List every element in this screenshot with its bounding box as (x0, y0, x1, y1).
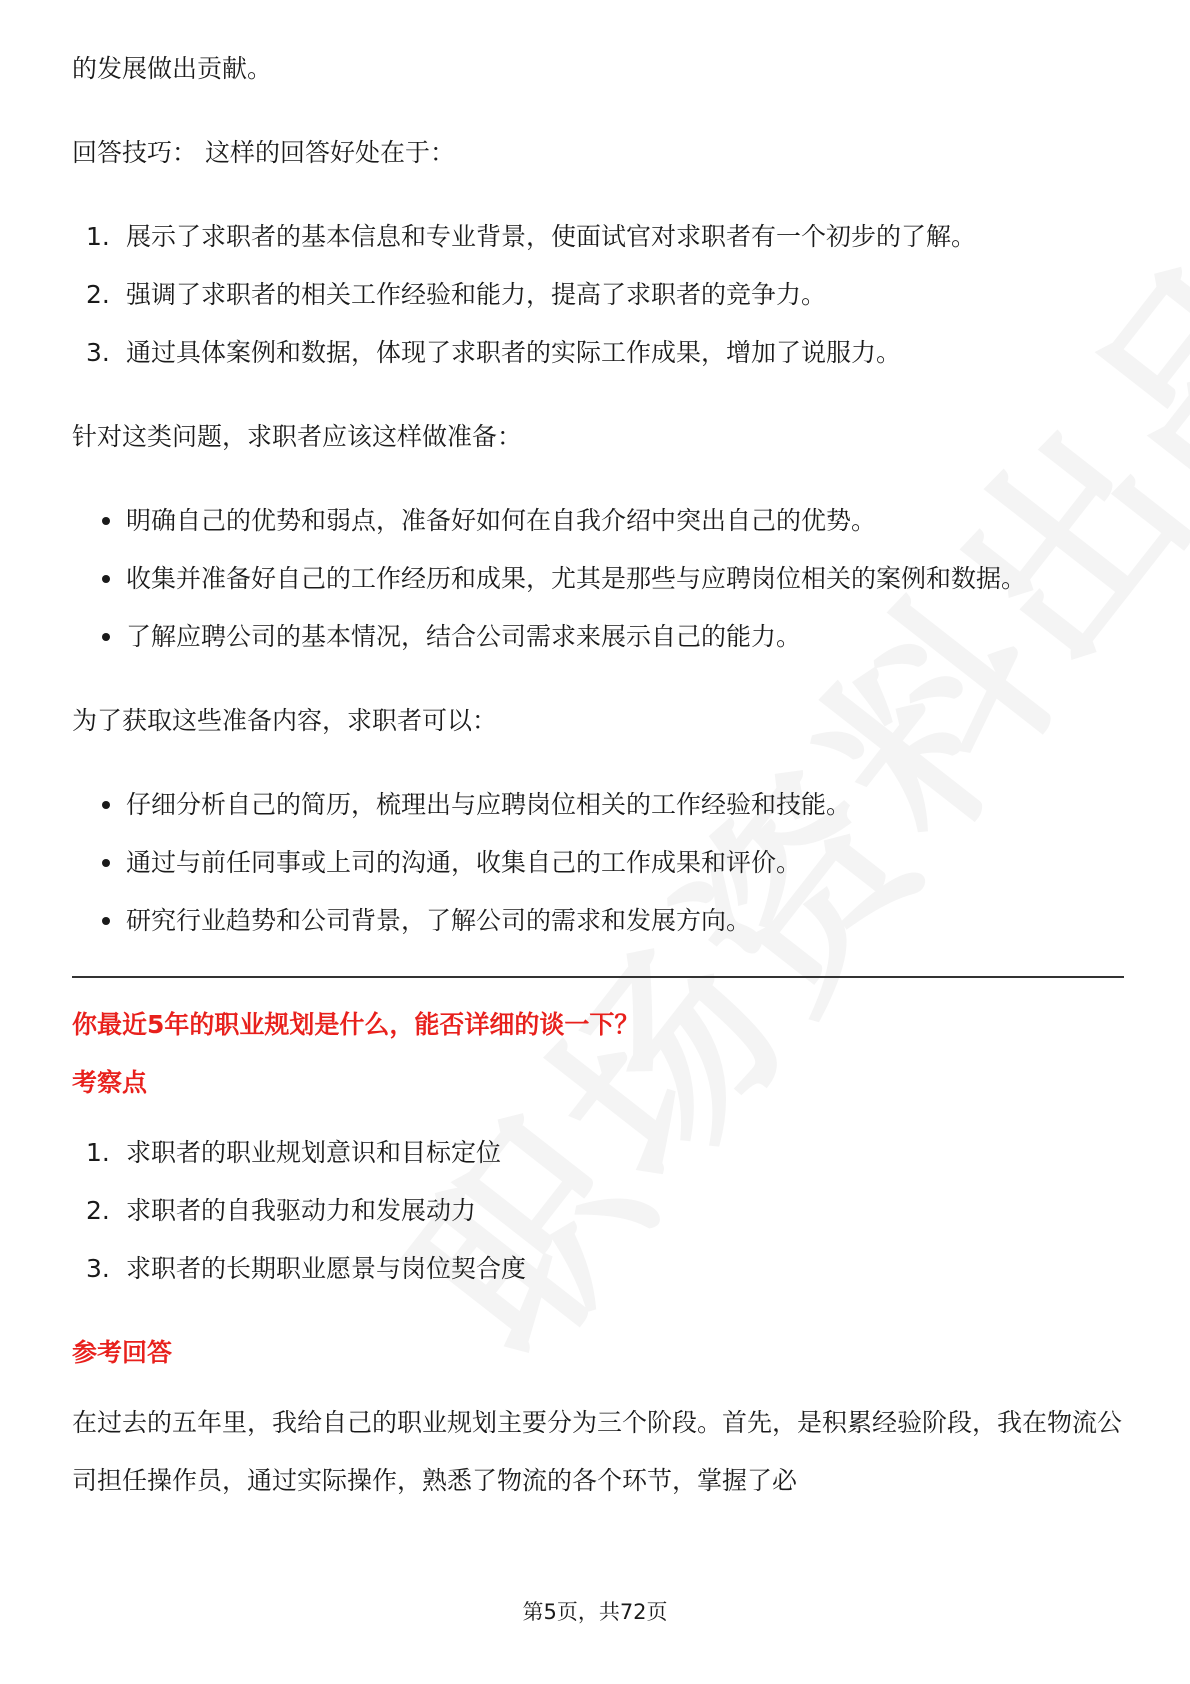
list-item-text: 强调了求职者的相关工作经验和能力，提高了求职者的竞争力。 (126, 280, 827, 309)
continuation-text: 的发展做出贡献。 (72, 54, 273, 83)
list-item (72, 324, 1124, 382)
section-divider (72, 976, 1124, 978)
list-item-text: 展示了求职者的基本信息和专业背景，使面试官对求职者有一个初步的了解。 (126, 222, 977, 251)
bullet-icon (102, 633, 110, 641)
list-item-text: 求职者的长期职业愿景与岗位契合度 (126, 1254, 527, 1283)
list-item (72, 1182, 1124, 1240)
answer-tip-line: 回答技巧： 这样的回答好处在于： (72, 138, 455, 167)
list-number: 1. (86, 1138, 110, 1167)
list-item-text: 了解应聘公司的基本情况，结合公司需求来展示自己的能力。 (126, 622, 802, 651)
list-item (72, 834, 1124, 892)
bullet-icon (102, 801, 110, 809)
prep-list (72, 492, 1124, 666)
tip-list (72, 208, 1124, 382)
list-item (72, 266, 1124, 324)
list-item (72, 1124, 1124, 1182)
bullet-icon (102, 517, 110, 525)
list-item-text: 收集并准备好自己的工作经历和成果，尤其是那些与应聘岗位相关的案例和数据。 (126, 564, 1027, 593)
focus-list (72, 1124, 1124, 1298)
list-item-text: 求职者的职业规划意识和目标定位 (126, 1138, 502, 1167)
answer-heading: 参考回答 (72, 1338, 173, 1367)
list-item-text: 仔细分析自己的简历，梳理出与应聘岗位相关的工作经验和技能。 (126, 790, 852, 819)
list-item (72, 608, 1124, 666)
list-item-text: 通过与前任同事或上司的沟通，收集自己的工作成果和评价。 (126, 848, 802, 877)
list-item (72, 208, 1124, 266)
get-list (72, 776, 1124, 950)
list-item (72, 1240, 1124, 1298)
bullet-icon (102, 575, 110, 583)
prep-intro: 针对这类问题，求职者应该这样做准备： (72, 422, 523, 451)
list-item-text: 明确自己的优势和弱点，准备好如何在自我介绍中突出自己的优势。 (126, 506, 877, 535)
bullet-icon (102, 859, 110, 867)
list-item (72, 892, 1124, 950)
list-item-text: 求职者的自我驱动力和发展动力 (126, 1196, 477, 1225)
list-item (72, 550, 1124, 608)
list-item (72, 492, 1124, 550)
answer-text: 在过去的五年里，我给自己的职业规划主要分为三个阶段。首先，是积累经验阶段，我在物流公司担任操作员，通过实际操作，熟悉了物流的各个环节，掌握了必 (72, 1408, 1123, 1495)
list-item (72, 776, 1124, 834)
list-number: 3. (86, 1254, 110, 1283)
document-page (72, 40, 1124, 1510)
list-number: 2. (86, 280, 110, 309)
bullet-icon (102, 917, 110, 925)
list-number: 2. (86, 1196, 110, 1225)
question-title: 你最近5年的职业规划是什么，能否详细的谈一下？ (72, 1010, 640, 1039)
list-number: 3. (86, 338, 110, 367)
list-number: 1. (86, 222, 110, 251)
focus-heading: 考察点 (72, 1068, 148, 1097)
list-item-text: 通过具体案例和数据，体现了求职者的实际工作成果，增加了说服力。 (126, 338, 902, 367)
page-number: 第5页，共72页 (522, 1600, 668, 1624)
list-item-text: 研究行业趋势和公司背景，了解公司的需求和发展方向。 (126, 906, 752, 935)
get-intro: 为了获取这些准备内容，求职者可以： (72, 706, 498, 735)
